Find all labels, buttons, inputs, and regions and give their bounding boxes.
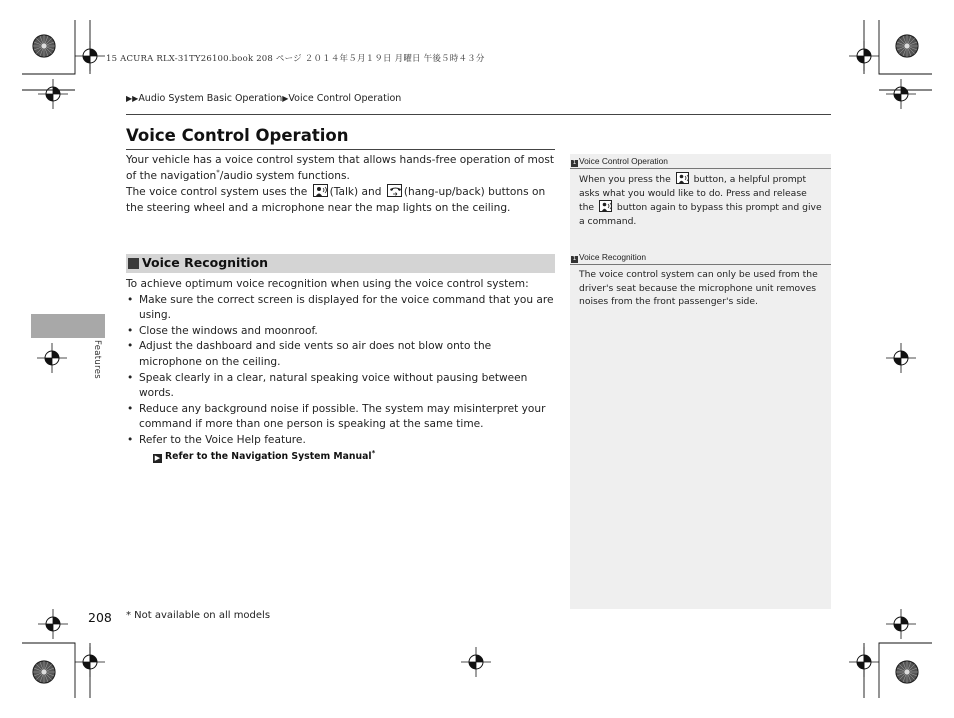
section-marker-icon xyxy=(128,258,139,269)
list-item: • Reduce any background noise if possible. The system may misinterpret your command if more than one person is speaking at the same time. xyxy=(126,402,556,433)
note-body: The voice control system can only be used from the driver's seat because the microphone unit removes noises from the front passenger's side. xyxy=(579,269,818,308)
chapter-label: Features xyxy=(92,340,102,379)
note-marker-icon: 1 xyxy=(572,160,577,166)
footnote-asterisk: * xyxy=(216,168,220,177)
hang-up-back-button-icon xyxy=(387,184,402,197)
list-item: • Refer to the Voice Help feature. xyxy=(126,433,556,449)
intro-paragraph-2: The voice control system uses the (Talk) and (hang-up/back) buttons on the steering wheel and a microphone near the map lights on the ceiling. xyxy=(126,186,546,214)
talk-button-icon xyxy=(676,172,689,184)
note-voice-control-operation xyxy=(570,154,831,228)
note-heading: 1 Voice Control Operation xyxy=(570,154,831,169)
talk-button-icon xyxy=(313,184,328,197)
list-item: • Adjust the dashboard and side vents so air does not blow onto the microphone on the ceiling. xyxy=(126,339,556,370)
page-title: Voice Control Operation xyxy=(126,126,349,145)
reference-arrow-icon: ▶ xyxy=(154,453,161,462)
note-body: When you press the button, a helpful prompt asks what you would like to do. Press and release the button again to bypass this prompt and give a command. xyxy=(579,174,822,227)
section-lead: To achieve optimum voice recognition when using the voice control system: xyxy=(126,278,529,290)
breadcrumb-separator: ▶ xyxy=(282,94,289,103)
breadcrumb-arrows: ▶▶ xyxy=(126,94,139,103)
voice-recognition-body xyxy=(126,277,556,464)
note-voice-recognition xyxy=(570,250,831,309)
talk-button-icon xyxy=(599,200,612,212)
note-marker-icon: 1 xyxy=(572,256,577,262)
page-number: 208 xyxy=(88,610,112,625)
note-heading: 1 Voice Recognition xyxy=(570,250,831,265)
intro-paragraph-1: Your vehicle has a voice control system that allows hands-free operation of most of the navigation*/audio system functions. xyxy=(126,154,555,182)
breadcrumb-parent: Audio System Basic Operation xyxy=(138,93,283,104)
intro-text xyxy=(126,153,556,216)
section-title: Voice Recognition xyxy=(142,255,269,270)
header-rule xyxy=(126,114,831,115)
list-item: • Close the windows and moonroof. xyxy=(126,324,556,340)
title-rule xyxy=(126,149,555,150)
chapter-tab xyxy=(31,314,105,338)
notes-sidebar xyxy=(570,154,831,609)
tips-list xyxy=(126,293,556,449)
breadcrumb-current: Voice Control Operation xyxy=(288,93,402,104)
list-item: • Speak clearly in a clear, natural speaking voice without pausing between words. xyxy=(126,371,556,402)
cross-reference-link[interactable]: ▶ Refer to the Navigation System Manual* xyxy=(154,448,376,462)
breadcrumb xyxy=(126,93,401,104)
print-header: 15 ACURA RLX-31TY26100.book 208 ページ ２０１４年５月１９日 月曜日 午後５時４３分 xyxy=(106,54,485,64)
list-item: • Make sure the correct screen is displayed for the voice command that you are using. xyxy=(126,293,556,324)
footnote: * Not available on all models xyxy=(126,610,271,621)
section-header-voice-recognition xyxy=(126,254,555,273)
